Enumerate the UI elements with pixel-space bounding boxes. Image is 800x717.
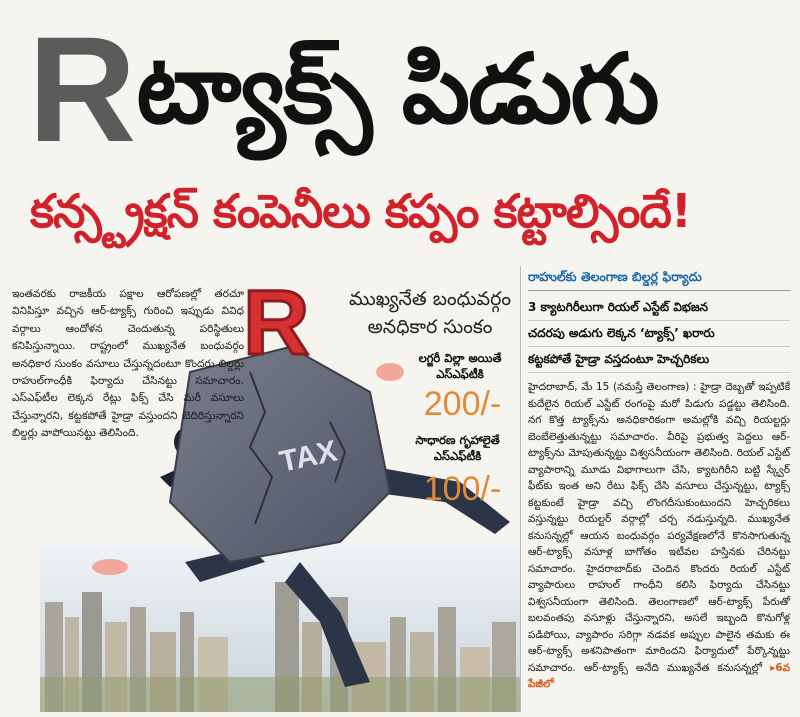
- house-price: 100/-: [423, 470, 502, 508]
- kicker-rule: [528, 290, 790, 291]
- tax-label: TAX: [276, 434, 340, 479]
- deck-line-3: కట్టకపోతే హైడ్రా వస్తదంటూ హెచ్చరికలు: [528, 352, 710, 366]
- left-column-body: ఇంతవరకు రాజకీయ పక్షాల ఆరోపణల్లో తరచూ వినిపిస్తూ వచ్చిన ఆర్‌-ట్యాక్స్‌ గురించి ఇప్పుడు వివిధ వర్గాలు ఆందోళన చెందుతున్న పరిస్థితులు కనిపిస్తున్నాయి. రాష్ట్రంలో ముఖ్యనేత బంధువర్గం అనధికార సుంకం వసూలు చేస్తున్నదంటూ కొందరు బిల్డర్లు రాహుల్‌గాంధీకి ఫిర్యాదు చేసినట్టు సమాచారం. ఎస్‌ఎఫ్‌టీల లెక్కన రేట్లు ఫిక్స్‌ చేసి మరీ వసూలు చేస్తున్నారని, కట్టకపోతే హైడ్రా వస్తుందని బెదిరిస్తున్నారని బిల్డర్లు వాపోయినట్టు తెలిసింది.: [12, 288, 244, 440]
- subheadline: కన్స్ట్రక్షన్ కంపెనీలు కప్పం కట్టాల్సిందే!: [30, 184, 691, 238]
- story-kicker: రాహుల్‌కు తెలంగాణ బిల్డర్ల ఫిర్యాదు: [528, 269, 702, 284]
- illustration-callout: ముఖ్యనేత బంధువర్గం అనధికార సుంకం: [349, 288, 511, 338]
- body-text: హైదరాబాద్‌, మే 15 (నమస్తే తెలంగాణ) : హైడ్రా దెబ్బతో ఇప్పటికే కుదేలైన రియల్‌ ఎస్టేట్‌ రంగంపై మరో పిడుగు పడ్డట్టు తెలిసింది. నగ కొత్త ట్యాక్స్‌ను అనధికారికంగా అమల్లోకి వచ్చి రియల్టర్లు బెంబేలెత్తుతున్నట్టు సమాచారం. వీరిపై ప్రభుత్వ పెద్దలు ఆర్‌-ట్యాక్స్‌ను మోపుతున్నట్టు విశ్వసనీయంగా తెలిసింది. రియల్‌ ఎస్టేట్‌ వ్యాపారాన్ని మూడు విభాగాలుగా చేసి, క్యాటగిరీని బట్టి స్క్వేర్‌ ఫీట్‌కు ఇంత అని రేటు ఫిక్స్‌ చేసి వసూలు చేస్తున్నట్టు, ట్యాక్స్‌ కట్టకుంటే హైడ్రా వచ్చి లొంగదీసుకుంటుందని హెచ్చరికలు వస్తున్నట్టు రియల్టర్‌ వర్గాల్లో చర్చ నడుస్తున్నది. ముఖ్యనేత కనుసన్నల్లో ఆయన బంధువర్గం పర్యవేక్షణలోనే కొనసాగుతున్న ఆర్‌-ట్యాక్స్‌ వసూళ్ల బాగోతం ఇటీవల హస్తినకు చేరినట్టు సమాచారం. హైదరాబాద్‌కు చెందిన కొందరు రియల్‌ ఎస్టేట్‌ వ్యాపారులు రాహుల్‌ గాంధీని కలిసి ఫిర్యాదు చేసినట్టు విశ్వసనీయంగా తెలిసింది. తెలంగాణలో ఆర్‌-ట్యాక్స్‌ పేరుతో బలవంతపు వసూళ్లు చేస్తున్నారని, అసలే ఇబ్బంది కొనుగోళ్ల పడిపోయి, వ్యాపారం సరిగ్గా నడవక అప్పుల పాలైన తమకు ఈ ఆర్‌-ట్యాక్స్‌ అశనిపాతంగా మారిందని ఫిర్యాదులో పేర్కొన్నట్టు సమాచారం. ఆర్‌-ట్యాక్స్‌ అనేది ముఖ్యనేత కనుసన్నల్లో: [528, 381, 790, 674]
- man-hand-left: [92, 559, 128, 575]
- right-column: [528, 266, 790, 712]
- right-column-body: [528, 379, 790, 693]
- headline: [28, 5, 788, 173]
- red-r-letter: R: [243, 272, 310, 374]
- headline-r-letter: R: [28, 5, 133, 173]
- villa-label: లగ్జరీ విల్లా అయితే ఎస్‌ఎఫ్‌టీకి: [418, 351, 502, 381]
- continued-label: 6వ పేజీలో: [528, 661, 790, 690]
- column-divider: [520, 266, 521, 712]
- continued-link[interactable]: ▸6వ పేజీలో: [528, 661, 790, 690]
- deck-line-1: 3 క్యాటగిరీలుగా రియల్‌ ఎస్టేట్‌ విభజన: [528, 300, 709, 314]
- house-label: సాధారణ గృహాలైతే ఎస్‌ఎఫ్‌టీకి: [415, 433, 500, 463]
- deck-line-2: చదరపు అడుగు లెక్కన ‘ట్యాక్స్‌’ ఖరారు: [528, 326, 715, 340]
- deck-divider: [528, 372, 790, 373]
- villa-price: 200/-: [423, 385, 502, 423]
- headline-text: ట్యాక్స్ పిడుగు: [136, 33, 658, 145]
